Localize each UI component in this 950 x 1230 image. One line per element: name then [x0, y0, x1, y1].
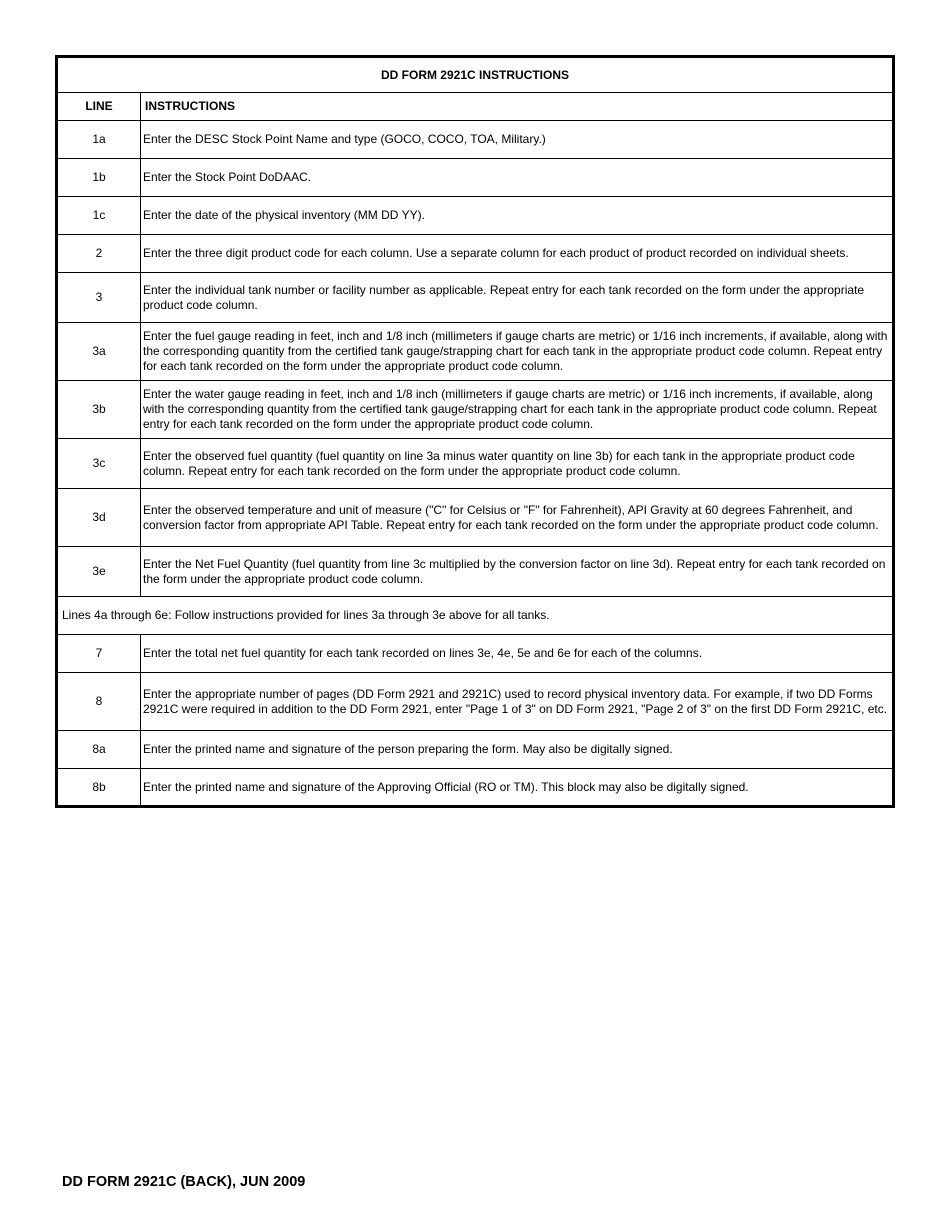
instruction-text: Enter the DESC Stock Point Name and type (GOCO, COCO, TOA, Military.) [141, 121, 894, 159]
instruction-text: Enter the appropriate number of pages (DD Form 2921 and 2921C) used to record physical inventory data. For example, if two DD Forms 2921C were required in addition to the DD Form 2921, enter "Page 1 of 3" on DD Form 2921, "Page 2 of 3" on the first DD Form 2921C, etc. [141, 673, 894, 731]
table-row [57, 323, 894, 381]
instruction-text: Enter the date of the physical inventory (MM DD YY). [141, 197, 894, 235]
table-row [57, 731, 894, 769]
line-number: 1c [57, 197, 141, 235]
form-title: DD FORM 2921C INSTRUCTIONS [57, 57, 894, 93]
line-number: 3 [57, 273, 141, 323]
table-row [57, 547, 894, 597]
instruction-text: Enter the water gauge reading in feet, inch and 1/8 inch (millimeters if gauge charts are metric) or 1/16 inch increments, if available, along with the corresponding quantity from the certified tank gauge/strapping chart for each tank in the appropriate product code column. Repeat entry for each tank recorded on the form under the appropriate product code column. [141, 381, 894, 439]
table-row [57, 381, 894, 439]
line-number: 8a [57, 731, 141, 769]
line-number: 3c [57, 439, 141, 489]
line-number: 1a [57, 121, 141, 159]
line-number: 3b [57, 381, 141, 439]
line-number: 8 [57, 673, 141, 731]
column-header-line: LINE [57, 93, 141, 121]
table-row [57, 635, 894, 673]
title-row [57, 57, 894, 93]
table-row [57, 489, 894, 547]
line-number: 7 [57, 635, 141, 673]
line-number: 1b [57, 159, 141, 197]
span-note-text: Lines 4a through 6e: Follow instructions provided for lines 3a through 3e above for all tanks. [57, 597, 894, 635]
table-row [57, 769, 894, 807]
form-footer-id: DD FORM 2921C (BACK), JUN 2009 [62, 1174, 306, 1190]
instruction-text: Enter the Stock Point DoDAAC. [141, 159, 894, 197]
line-number: 2 [57, 235, 141, 273]
table-row [57, 673, 894, 731]
instruction-text: Enter the printed name and signature of the person preparing the form. May also be digitally signed. [141, 731, 894, 769]
instruction-text: Enter the fuel gauge reading in feet, inch and 1/8 inch (millimeters if gauge charts are metric) or 1/16 inch increments, if available, along with the corresponding quantity from the certified tank gauge/strapping chart for each tank in the appropriate product code column. Repeat entry for each tank recorded on the form under the appropriate product code column. [141, 323, 894, 381]
span-note-row [57, 597, 894, 635]
table-row [57, 159, 894, 197]
header-row [57, 93, 894, 121]
table-row [57, 439, 894, 489]
column-header-instructions: INSTRUCTIONS [141, 93, 894, 121]
instruction-text: Enter the three digit product code for each column. Use a separate column for each product of product recorded on individual sheets. [141, 235, 894, 273]
instruction-text: Enter the observed fuel quantity (fuel quantity on line 3a minus water quantity on line 3b) for each tank in the appropriate product code column. Repeat entry for each tank recorded on the form under the appropriate product code column. [141, 439, 894, 489]
table-row [57, 235, 894, 273]
table-row [57, 273, 894, 323]
instruction-text: Enter the Net Fuel Quantity (fuel quantity from line 3c multiplied by the conversion factor on line 3d). Repeat entry for each tank recorded on the form under the appropriate product code column. [141, 547, 894, 597]
instruction-text: Enter the individual tank number or facility number as applicable. Repeat entry for each tank recorded on the form under the appropriate product code column. [141, 273, 894, 323]
line-number: 8b [57, 769, 141, 807]
instructions-table [55, 55, 895, 808]
instruction-text: Enter the printed name and signature of the Approving Official (RO or TM). This block may also be digitally signed. [141, 769, 894, 807]
table-row [57, 121, 894, 159]
instruction-text: Enter the total net fuel quantity for each tank recorded on lines 3e, 4e, 5e and 6e for each of the columns. [141, 635, 894, 673]
line-number: 3a [57, 323, 141, 381]
table-row [57, 197, 894, 235]
line-number: 3d [57, 489, 141, 547]
line-number: 3e [57, 547, 141, 597]
instruction-text: Enter the observed temperature and unit of measure ("C" for Celsius or "F" for Fahrenheit), API Gravity at 60 degrees Fahrenheit, and conversion factor from appropriate API Table. Repeat entry for each tank recorded on the form under the appropriate product code column. [141, 489, 894, 547]
